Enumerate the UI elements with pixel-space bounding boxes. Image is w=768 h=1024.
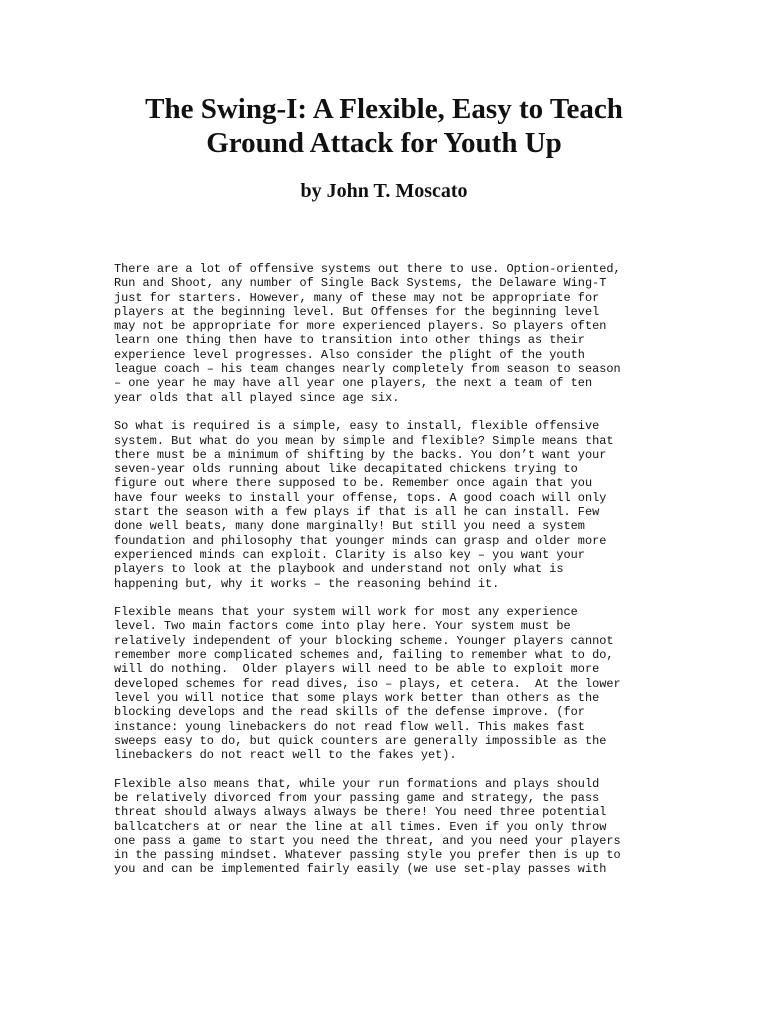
paragraph-line: system. But what do you mean by simple and flexible? Simple means that: [114, 433, 614, 448]
paragraph-line: developed schemes for read dives, iso – plays, et cetera. At the lower: [114, 676, 621, 691]
paragraph-line: just for starters. However, many of these may not be appropriate for: [114, 290, 600, 305]
body-paragraph: [114, 777, 674, 877]
paragraph-line: remember more complicated schemes and, failing to remember what to do,: [114, 648, 614, 663]
paragraph-line: Flexible also means that, while your run formations and plays should: [114, 776, 600, 791]
title-line: The Swing-I: A Flexible, Easy to Teach: [145, 93, 623, 125]
paragraph-line: be relatively divorced from your passing game and strategy, the pass: [114, 790, 600, 805]
author-byline: by John T. Moscato: [300, 180, 468, 202]
title-line: Ground Attack for Youth Up: [206, 127, 562, 159]
paragraph-line: sweeps easy to do, but quick counters are generally impossible as the: [114, 733, 607, 748]
paragraph-line: So what is required is a simple, easy to install, flexible offensive: [114, 419, 600, 434]
paragraph-line: seven-year olds running about like decapitated chickens trying to: [114, 462, 578, 477]
paragraph-line: linebackers do not react well to the fakes yet).: [114, 748, 457, 763]
paragraph-line: There are a lot of offensive systems out there to use. Option-oriented,: [114, 262, 621, 276]
paragraph-line: year olds that all played since age six.: [114, 390, 400, 405]
paragraph-line: in the passing mindset. Whatever passing style you prefer then is up to: [114, 848, 621, 863]
paragraph-line: relatively independent of your blocking scheme. Younger players cannot: [114, 633, 614, 648]
paragraph-line: Run and Shoot, any number of Single Back Systems, the Delaware Wing-T: [114, 276, 607, 291]
paragraph-line: blocking develops and the read skills of the defense improve. (for: [114, 705, 585, 720]
body-paragraph: [114, 262, 674, 405]
body-paragraph: [114, 605, 674, 762]
paragraph-line: threat should always always always be there! You need three potential: [114, 805, 607, 820]
paragraph-line: done well beats, many done marginally! But still you need a system: [114, 519, 585, 534]
body-paragraph: [114, 419, 674, 591]
paragraph-line: foundation and philosophy that younger minds can grasp and older more: [114, 533, 607, 548]
paragraph-line: figure out where there supposed to be. Remember once again that you: [114, 476, 593, 491]
paragraph-line: learn one thing then have to transition into other things as their: [114, 333, 585, 348]
document-title: [0, 92, 768, 160]
paragraph-line: instance: young linebackers do not read flow well. This makes fast: [114, 719, 585, 734]
paragraph-line: league coach – his team changes nearly completely from season to season: [114, 362, 621, 377]
paragraph-line: players at the beginning level. But Offenses for the beginning level: [114, 304, 600, 319]
paragraph-line: experienced minds can exploit. Clarity is also key – you want your: [114, 547, 585, 562]
paragraph-line: there must be a minimum of shifting by the backs. You don’t want your: [114, 447, 607, 462]
paragraph-line: level you will notice that some plays work better than others as the: [114, 690, 600, 705]
paragraph-line: may not be appropriate for more experienced players. So players often: [114, 319, 607, 334]
paragraph-line: level. Two main factors come into play here. Your system must be: [114, 619, 571, 634]
paragraph-line: Flexible means that your system will work for most any experience: [114, 605, 578, 620]
paragraph-line: – one year he may have all year one players, the next a team of ten: [114, 376, 593, 391]
paragraph-line: start the season with a few plays if that is all he can install. Few: [114, 505, 600, 520]
paragraph-line: you and can be implemented fairly easily (we use set-play passes with: [114, 862, 607, 877]
paragraph-line: players to look at the playbook and understand not only what is: [114, 562, 564, 577]
document-body: [114, 262, 674, 891]
paragraph-line: experience level progresses. Also consider the plight of the youth: [114, 347, 585, 362]
paragraph-line: will do nothing. Older players will need to be able to exploit more: [114, 662, 600, 677]
paragraph-line: one pass a game to start you need the threat, and you need your players: [114, 833, 621, 848]
paragraph-line: ballcatchers at or near the line at all times. Even if you only throw: [114, 819, 607, 834]
paragraph-line: have four weeks to install your offense, tops. A good coach will only: [114, 490, 607, 505]
paragraph-line: happening but, why it works – the reasoning behind it.: [114, 576, 500, 591]
